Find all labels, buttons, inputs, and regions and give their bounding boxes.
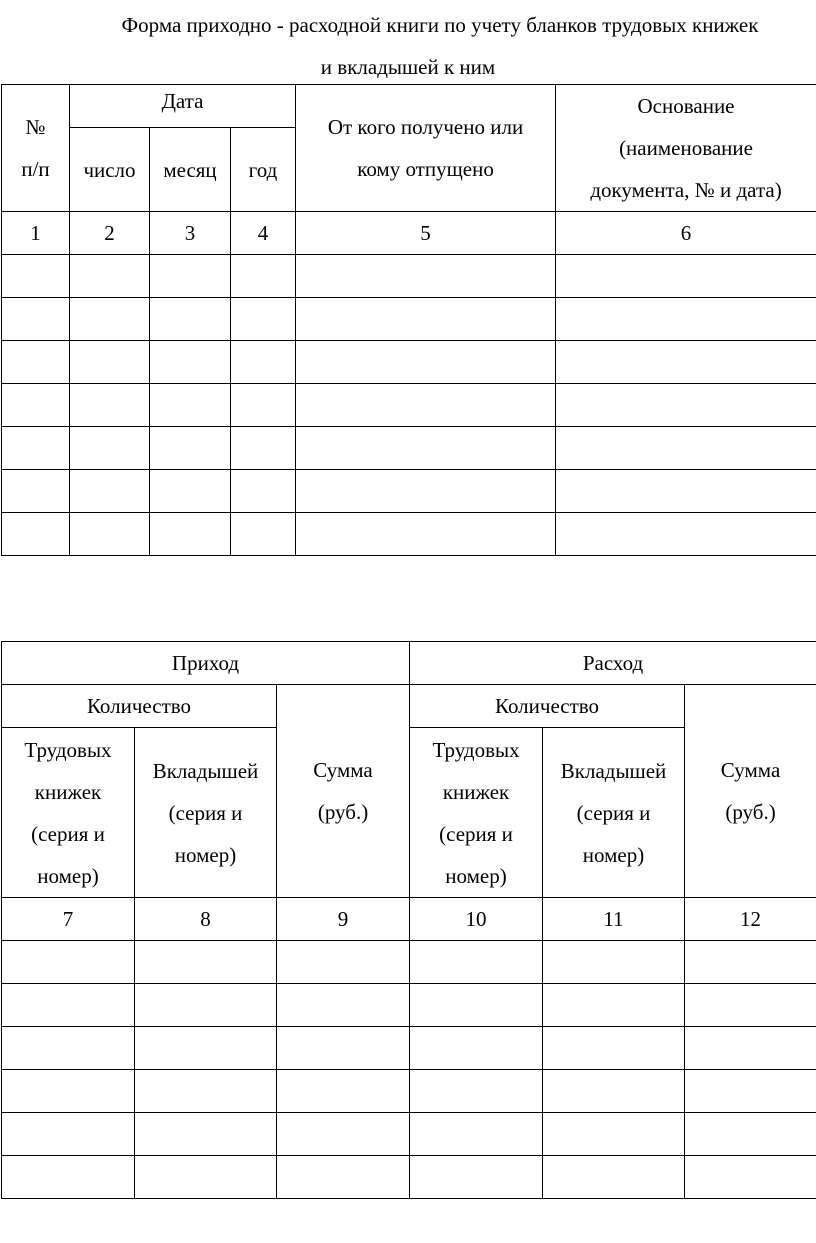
empty-cell[interactable] [277,1027,410,1070]
empty-cell[interactable] [2,513,70,556]
empty-cell[interactable] [543,1070,685,1113]
table-row [2,255,816,298]
empty-cell[interactable] [296,427,556,470]
empty-cell[interactable] [277,1156,410,1199]
empty-cell[interactable] [135,1113,277,1156]
column-number-7: 7 [2,898,135,941]
header-from-whom-line-2: кому отпущено [357,157,494,181]
header-inserts-income [135,728,277,898]
empty-cell[interactable] [70,384,150,427]
column-number-2: 2 [70,212,150,255]
table-row [2,1027,816,1070]
empty-cell[interactable] [2,470,70,513]
header-books-expense-line-4: номер) [445,863,507,888]
header-from-whom-line-1: От кого получено или [327,115,524,139]
header-month: месяц [150,128,231,212]
empty-cell[interactable] [685,1070,816,1113]
header-expense: Расход [410,642,816,685]
empty-cell[interactable] [543,941,685,984]
empty-cell[interactable] [685,941,816,984]
empty-cell[interactable] [231,427,296,470]
form-title-line-2: и вкладышей к ним [320,55,496,79]
table-row [2,298,816,341]
column-number-9: 9 [277,898,410,941]
table-row [2,470,816,513]
header-sum-expense-line-2: (руб.) [725,800,776,824]
empty-cell[interactable] [231,298,296,341]
empty-cell[interactable] [685,1027,816,1070]
form-title [0,4,816,88]
empty-cell[interactable] [2,941,135,984]
header-sum-income-line-2: (руб.) [317,800,369,824]
header-basis-line-1: Основание [637,94,735,118]
empty-cell[interactable] [296,470,556,513]
empty-cell[interactable] [135,984,277,1027]
empty-cell[interactable] [231,384,296,427]
header-number-line-2: п/п [21,157,50,181]
table-row [2,1113,816,1156]
empty-cell[interactable] [150,427,231,470]
empty-cell[interactable] [150,513,231,556]
header-inserts-expense-line-3: номер) [582,842,645,867]
empty-cell[interactable] [410,1027,543,1070]
empty-cell[interactable] [70,513,150,556]
header-sum-income-line-1: Сумма [313,758,373,782]
header-books-expense-line-2: книжек [442,779,510,804]
empty-cell[interactable] [296,341,556,384]
header-books-income-line-3: (серия и [31,821,105,846]
header-date: Дата [70,85,296,128]
table-row [2,513,816,556]
empty-cell[interactable] [231,341,296,384]
empty-cell[interactable] [556,427,816,470]
header-inserts-income-line-3: номер) [174,842,237,867]
empty-cell[interactable] [277,941,410,984]
empty-cell[interactable] [685,984,816,1027]
header-books-expense-line-1: Трудовых [432,737,520,762]
header-quantity-income: Количество [2,685,277,728]
empty-cell[interactable] [2,255,70,298]
empty-cell[interactable] [150,470,231,513]
empty-cell[interactable] [296,513,556,556]
empty-cell[interactable] [231,255,296,298]
empty-cell[interactable] [410,1070,543,1113]
empty-cell[interactable] [135,941,277,984]
header-year: год [231,128,296,212]
empty-cell[interactable] [150,255,231,298]
empty-cell[interactable] [70,470,150,513]
empty-cell[interactable] [231,470,296,513]
ledger-table-income-expense [1,641,816,1199]
empty-cell[interactable] [296,384,556,427]
header-quantity-expense: Количество [410,685,685,728]
empty-cell[interactable] [2,984,135,1027]
header-inserts-income-line-2: (серия и [168,800,243,825]
header-books-income-line-1: Трудовых [24,737,112,762]
column-number-1: 1 [2,212,70,255]
empty-cell[interactable] [231,513,296,556]
column-number-3: 3 [150,212,231,255]
table-row [2,941,816,984]
header-basis [556,85,816,212]
empty-cell[interactable] [2,341,70,384]
form-title-line-1: Форма приходно - расходной книги по учету бланков трудовых книжек [121,13,759,37]
header-day: число [70,128,150,212]
empty-cell[interactable] [70,255,150,298]
empty-cell[interactable] [685,1156,816,1199]
header-number-line-1: № [25,115,46,139]
header-sum-income [277,685,410,898]
column-number-8: 8 [135,898,277,941]
header-inserts-expense-line-2: (серия и [576,800,651,825]
header-basis-line-3: документа, № и дата) [590,178,782,202]
empty-cell[interactable] [410,984,543,1027]
empty-cell[interactable] [556,255,816,298]
empty-cell[interactable] [277,984,410,1027]
table-row [2,1070,816,1113]
empty-cell[interactable] [70,427,150,470]
empty-cell[interactable] [296,255,556,298]
empty-cell[interactable] [150,298,231,341]
empty-cell[interactable] [70,341,150,384]
empty-cell[interactable] [150,341,231,384]
table-row [2,984,816,1027]
empty-cell[interactable] [543,1113,685,1156]
header-books-income [2,728,135,898]
header-inserts-income-line-1: Вкладышей [152,758,259,783]
empty-cell[interactable] [296,298,556,341]
empty-cell[interactable] [277,1070,410,1113]
empty-cell[interactable] [410,941,543,984]
column-number-6: 6 [556,212,816,255]
empty-cell[interactable] [2,1027,135,1070]
empty-cell[interactable] [556,513,816,556]
column-number-4: 4 [231,212,296,255]
column-number-5: 5 [296,212,556,255]
header-sum-expense [685,685,816,898]
header-inserts-expense-line-1: Вкладышей [560,758,667,783]
header-income: Приход [2,642,410,685]
empty-cell[interactable] [2,1070,135,1113]
table-row [2,427,816,470]
empty-cell[interactable] [2,384,70,427]
header-from-whom [296,85,556,212]
empty-cell[interactable] [410,1113,543,1156]
empty-cell[interactable] [543,984,685,1027]
header-books-expense-line-3: (серия и [439,821,513,846]
empty-cell[interactable] [685,1113,816,1156]
empty-cell[interactable] [135,1070,277,1113]
header-inserts-expense [543,728,685,898]
empty-cell[interactable] [556,470,816,513]
empty-cell[interactable] [556,298,816,341]
empty-cell[interactable] [556,341,816,384]
header-number [2,85,70,212]
header-sum-expense-line-1: Сумма [720,758,781,782]
table-row [2,341,816,384]
column-number-12: 12 [685,898,816,941]
empty-cell[interactable] [2,298,70,341]
header-basis-line-2: (наименование [619,136,753,160]
table-row [2,1156,816,1199]
empty-cell[interactable] [2,1156,135,1199]
empty-cell[interactable] [410,1156,543,1199]
empty-cell[interactable] [556,384,816,427]
table-row [2,384,816,427]
empty-cell[interactable] [543,1156,685,1199]
empty-cell[interactable] [70,298,150,341]
empty-cell[interactable] [135,1156,277,1199]
empty-cell[interactable] [150,384,231,427]
header-books-expense [410,728,543,898]
column-number-11: 11 [543,898,685,941]
column-number-10: 10 [410,898,543,941]
empty-cell[interactable] [543,1027,685,1070]
header-books-income-line-4: номер) [37,863,99,888]
empty-cell[interactable] [2,427,70,470]
empty-cell[interactable] [135,1027,277,1070]
empty-cell[interactable] [277,1113,410,1156]
ledger-table-date [1,84,816,556]
header-books-income-line-2: книжек [34,779,102,804]
empty-cell[interactable] [2,1113,135,1156]
